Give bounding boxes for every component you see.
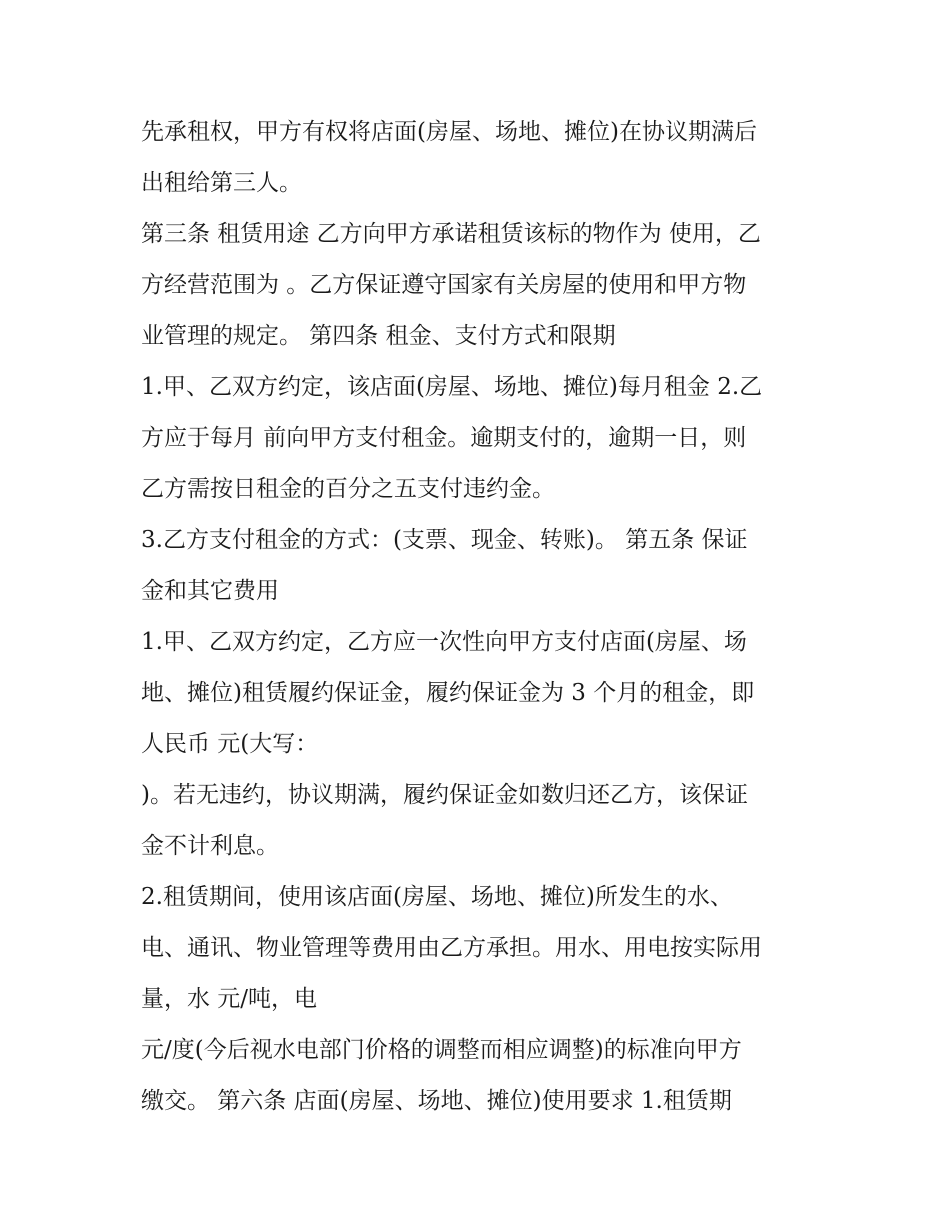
- text-line: 1.甲、乙双方约定，该店面(房屋、场地、摊位)每月租金 2.乙: [141, 374, 763, 400]
- document-body: [141, 107, 821, 1127]
- text-line: 量，水 元/吨，电: [141, 986, 318, 1012]
- text-line: 缴交。 第六条 店面(房屋、场地、摊位)使用要求 1.租赁期: [141, 1088, 732, 1114]
- text-line: 先承租权，甲方有权将店面(房屋、场地、摊位)在协议期满后: [141, 119, 757, 145]
- text-line: 电、通讯、物业管理等费用由乙方承担。用水、用电按实际用: [141, 935, 762, 961]
- text-line: 金和其它费用: [141, 578, 279, 604]
- text-line: 金不计利息。: [141, 833, 279, 859]
- text-line: 业管理的规定。 第四条 租金、支付方式和限期: [141, 323, 616, 349]
- text-line: )。若无违约，协议期满，履约保证金如数归还乙方，该保证: [141, 782, 748, 808]
- text-line: 方经营范围为 。乙方保证遵守国家有关房屋的使用和甲方物: [141, 272, 747, 298]
- text-line: 出租给第三人。: [141, 170, 302, 196]
- text-line: 第三条 租赁用途 乙方向甲方承诺租赁该标的物作为 使用，乙: [141, 221, 761, 247]
- text-line: 1.甲、乙双方约定，乙方应一次性向甲方支付店面(房屋、场: [141, 629, 747, 655]
- text-line: 元/度(今后视水电部门价格的调整而相应调整)的标准向甲方: [141, 1037, 742, 1063]
- text-line: 乙方需按日租金的百分之五支付违约金。: [141, 476, 555, 502]
- text-line: 2.租赁期间，使用该店面(房屋、场地、摊位)所发生的水、: [141, 884, 733, 910]
- text-line: 人民币 元(大写：: [141, 731, 319, 757]
- text-line: 方应于每月 前向甲方支付租金。逾期支付的，逾期一日，则: [141, 425, 747, 451]
- text-line: 地、摊位)租赁履约保证金，履约保证金为 3 个月的租金，即: [141, 680, 755, 706]
- text-line: 3.乙方支付租金的方式：(支票、现金、转账)。 第五条 保证: [141, 527, 748, 553]
